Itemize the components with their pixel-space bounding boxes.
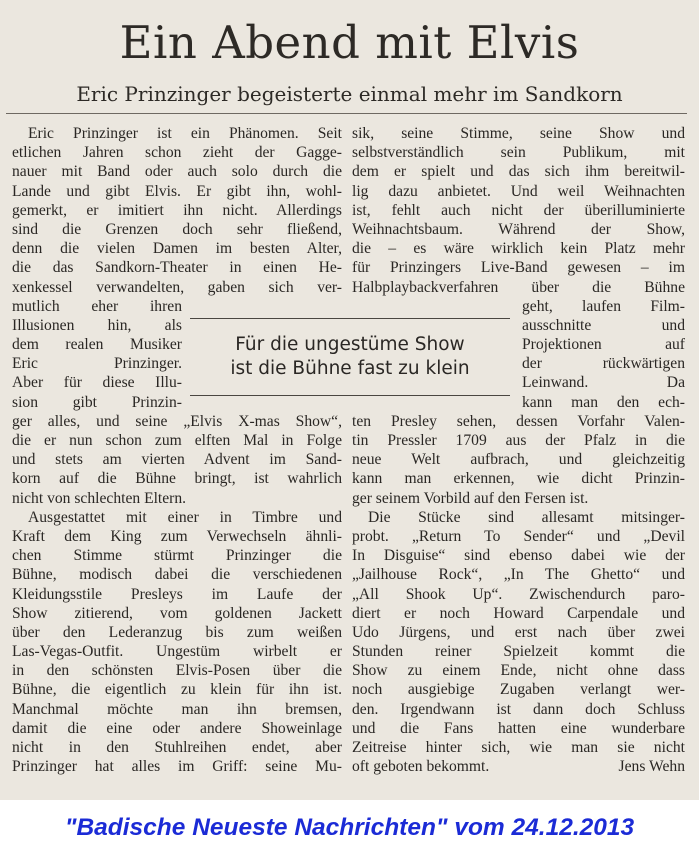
article-subheadline: Eric Prinzinger begeisterte einmal mehr im Sandkorn <box>76 82 623 106</box>
column-line: Bühne, die eigentlich zu klein für ihn ist. <box>12 681 342 699</box>
column-line: Die Stücke sind allesamt mitsinger- <box>368 508 685 526</box>
column-line: mutlich eher ihren <box>12 297 182 315</box>
pull-quote-rule-top <box>190 318 510 319</box>
column-line: in den schönsten Elvis-Posen über die <box>12 662 342 680</box>
column-line: über den Lederanzug bis zum weißen <box>12 623 342 641</box>
source-caption: "Badische Neueste Nachrichten" vom 24.12.2013 <box>64 814 635 841</box>
column-line: Kleidungsstile Presleys im Laufe der <box>12 585 342 603</box>
column-line: Stunden reiner Spielzeit kommt die <box>352 643 685 661</box>
column-line: tin Pressler 1709 aus der Pfalz in die <box>352 432 685 449</box>
column-line: probt. „Return To Sender“ und „Devil <box>352 527 685 545</box>
headline-divider <box>6 113 687 114</box>
column-line: Kraft dem King zum Verwechseln ähnli- <box>12 527 342 545</box>
column-line: den. Irgendwann ist dann doch Schluss <box>352 700 685 718</box>
column-line: noch ausgiebige Zugaben verlangt wer- <box>352 681 685 699</box>
column-line: geht, laufen Film- <box>522 297 685 315</box>
column-line: Show zitierend, vom goldenen Jackett <box>12 604 342 622</box>
column-line: die – es wäre wirklich kein Platz mehr <box>352 240 685 258</box>
column-line: kann man den ech- <box>522 393 685 411</box>
column-line: sik, seine Stimme, seine Show und <box>352 125 685 142</box>
column-line: ist, fehlt auch nicht der überilluminierte <box>352 201 685 219</box>
column-line: Ausgestattet mit einer in Timbre und <box>28 508 342 526</box>
column-line: nicht von schlechten Eltern. <box>12 489 187 507</box>
column-line: ger seinem Vorbild auf den Fersen ist. <box>352 489 589 507</box>
column-line: Eric Prinzinger ist ein Phänomen. Seit <box>28 125 342 142</box>
column-line: ausschnitte und <box>522 316 685 334</box>
column-line: ger alles, und seine „Elvis X-mas Show“, <box>12 412 342 430</box>
article-author: Jens Wehn <box>618 758 685 776</box>
column-line: sion gibt Prinzin- <box>12 393 182 411</box>
column-line: Projektionen auf <box>522 336 685 354</box>
pull-quote-line-1: Für die ungestüme Show <box>235 334 465 355</box>
column-line: ten Presley sehen, dessen Vorfahr Valen- <box>352 412 685 430</box>
column-line: Prinzinger hat alles im Griff: seine Mu- <box>12 758 342 776</box>
column-line: diert er noch Howard Carpendale und <box>352 604 685 622</box>
column-line: nicht in den Stuhlreihen endet, aber <box>12 739 342 756</box>
column-line: Lande und gibt Elvis. Er gibt ihn, wohl- <box>12 182 342 200</box>
article-column-right <box>352 124 685 776</box>
column-line: Weihnachtsbaum. Während der Show, <box>352 220 685 238</box>
column-line: dem realen Musiker <box>12 336 182 354</box>
column-line: Leinwand. Da <box>522 374 685 392</box>
column-line: oft geboten bekommt. <box>352 758 490 776</box>
column-line: xenkessel verwandelten, gaben sich ver- <box>12 278 342 296</box>
column-line: Show zu einem Ende, nicht ohne dass <box>352 662 685 680</box>
column-line: In Disguise“ sind ebenso dabei wie der <box>352 547 685 565</box>
column-line: die das Sandkorn-Theater in einen He- <box>12 259 342 277</box>
column-line: damit die eine oder andere Showeinlage <box>12 719 342 737</box>
column-line: neue Welt aufbrach, und gleichzeitig <box>352 451 685 469</box>
column-line: Manchmal möchte man ihn bremsen, <box>12 700 342 718</box>
column-line: etlichen Jahren schon zieht der Gagge- <box>12 144 342 162</box>
pull-quote-line-2: ist die Bühne fast zu klein <box>230 358 470 379</box>
column-line: chen Stimme stürmt Prinzinger die <box>12 547 342 565</box>
column-line: „Jailhouse Rock“, „In The Ghetto“ und <box>352 566 685 584</box>
pull-quote-rule-bottom <box>190 395 510 396</box>
pull-quote-text <box>190 333 510 381</box>
column-line: lig dazu anbietet. Und weil Weihnachten <box>352 182 685 200</box>
column-line: denn die vielen Damen im besten Alter, <box>12 240 342 258</box>
column-line: der rückwärtigen <box>522 355 685 373</box>
column-line: gemerkt, er imitiert ihn nicht. Allerdings <box>12 201 342 219</box>
column-line: Aber für diese Illu- <box>12 374 182 392</box>
column-line: nauer mit Band oder auch solo durch die <box>12 163 342 181</box>
column-line: Illusionen hin, als <box>12 316 182 334</box>
article-column-left <box>12 124 342 776</box>
column-line: und die Fans hatten eine wunderbare <box>352 719 685 737</box>
column-line: Eric Prinzinger. <box>12 355 182 373</box>
column-line: für Prinzingers Live-Band gewesen – im <box>352 259 685 277</box>
column-line: selbstverständlich sein Publikum, mit <box>352 144 685 162</box>
column-line: korn auf die Bühne bringt, ist wahrlich <box>12 470 342 488</box>
column-line: kann man erkennen, wie dicht Prinzin- <box>352 470 685 488</box>
column-line: die er nun schon zum elften Mal in Folge <box>12 432 342 449</box>
column-line: Las-Vegas-Outfit. Ungestüm wirbelt er <box>12 643 342 661</box>
column-line: „All Shook Up“. Zwischendurch paro- <box>352 585 685 603</box>
article-headline: Ein Abend mit Elvis <box>119 16 580 69</box>
column-line: Zeitreise hinter sich, wie man sie nicht <box>352 739 685 756</box>
column-line: Halbplaybackverfahren über die Bühne <box>352 278 685 296</box>
pull-quote <box>190 318 510 396</box>
column-line: Udo Jürgens, und erst nach über zwei <box>352 623 685 641</box>
column-line: dem er spielt und das sich ihm bereitwil- <box>352 163 685 181</box>
column-line: und stets am vierten Advent im Sand- <box>12 451 342 469</box>
column-line: Bühne, modisch dabei die verschiedenen <box>12 566 342 584</box>
column-line: sind die Grenzen doch sehr fließend, <box>12 220 342 238</box>
